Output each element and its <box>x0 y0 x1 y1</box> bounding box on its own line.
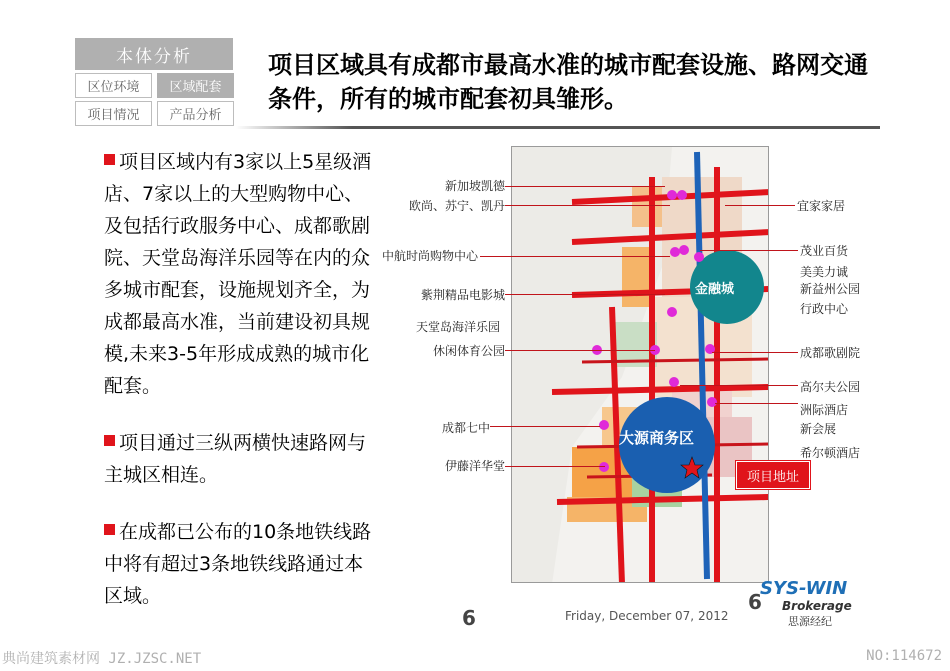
leader-line <box>715 403 798 404</box>
finance-city-label: 金融城 <box>695 282 735 297</box>
leader-line <box>505 186 665 187</box>
leader-line <box>725 205 795 206</box>
tab-regional-facilities[interactable]: 区域配套 <box>157 73 234 98</box>
project-site-callout: 项目地址 <box>736 461 810 489</box>
bullet-square-icon <box>104 154 115 165</box>
tab-product-analysis[interactable]: 产品分析 <box>157 101 234 126</box>
map-label-admin-center: 行政中心 <box>800 302 849 316</box>
logo-sub: Brokerage <box>782 599 852 613</box>
map-label-no7-school: 成都七中 <box>441 421 490 435</box>
bullet-metro: 在成都已公布的10条地铁线路中将有超过3条地铁线路通过本区域。 <box>104 521 372 607</box>
leader-line <box>490 426 600 427</box>
logo-brand: SYS-WIN <box>760 578 848 599</box>
headline-divider <box>236 126 880 129</box>
logo-cn: 思源经纪 <box>788 615 832 628</box>
leader-line <box>505 466 605 467</box>
map-label-ocean-park: 天堂岛海洋乐园 <box>415 320 500 334</box>
map-label-capitaland: 新加坡凯德 <box>444 179 505 193</box>
map-label-sports-park: 休闲体育公园 <box>432 344 505 358</box>
leader-line <box>680 385 798 386</box>
tab-project-info[interactable]: 项目情况 <box>75 101 152 126</box>
map-label-meimei: 美美力诚 <box>800 265 849 279</box>
watermark-right: NO:114672 <box>866 648 942 664</box>
watermark-left: 典尚建筑素材网 JZ.JZSC.NET <box>2 651 202 667</box>
bullet-facilities: 项目区域内有3家以上5星级酒店、7家以上的大型购物中心、及包括行政服务中心、成都歌剧院、天堂岛海洋乐园等在内的众多城市配套，设施规划齐全，为成都最高水准，当前建设初具规模,未来3-5年形成成熟的城市化配套。 <box>104 151 372 397</box>
map-label-ito-yokado: 伊藤洋华堂 <box>444 459 505 473</box>
bullet-square-icon <box>104 435 115 446</box>
leader-line <box>505 294 665 295</box>
bullet-square-icon <box>104 524 115 535</box>
map-graphic <box>512 147 769 583</box>
map-label-ikea: 宜家家居 <box>797 199 846 213</box>
section-title: 本体分析 <box>75 38 233 70</box>
map-label-xinyizhou-park: 新益州公园 <box>800 282 861 296</box>
page-headline: 项目区域具有成都市最高水准的城市配套设施、路网交通条件，所有的城市配套初具雏形。 <box>268 51 868 113</box>
leader-line <box>505 205 670 206</box>
map-label-intercontinental: 洲际酒店 <box>800 403 849 417</box>
tab-location[interactable]: 区位环境 <box>75 73 152 98</box>
map-label-cinema: 紫荆精品电影城 <box>420 288 505 302</box>
map-label-opera-house: 成都歌剧院 <box>800 346 861 360</box>
map-label-maoye: 茂业百货 <box>800 244 849 258</box>
leader-line <box>700 250 798 251</box>
map-label-hilton: 希尔顿酒店 <box>800 446 861 460</box>
bullet-roads: 项目通过三纵两横快速路网与主城区相连。 <box>104 432 367 486</box>
map-label-expo-center: 新会展 <box>800 422 837 436</box>
syswin-logo <box>760 578 880 628</box>
leader-line <box>712 352 798 353</box>
map-label-avic-mall: 中航时尚购物中心 <box>381 249 478 263</box>
leader-line <box>480 256 670 257</box>
area-map <box>511 146 769 583</box>
page-number-left: 6 <box>462 606 476 630</box>
slide-date: Friday, December 07, 2012 <box>565 609 729 623</box>
business-district-label: 大源商务区 <box>619 429 695 447</box>
map-label-golf-park: 高尔夫公园 <box>800 380 861 394</box>
map-label-auchan: 欧尚、苏宁、凯丹 <box>408 199 505 213</box>
page-number-right: 6 <box>748 590 762 614</box>
bullet-list <box>104 146 374 637</box>
leader-line <box>505 350 655 351</box>
